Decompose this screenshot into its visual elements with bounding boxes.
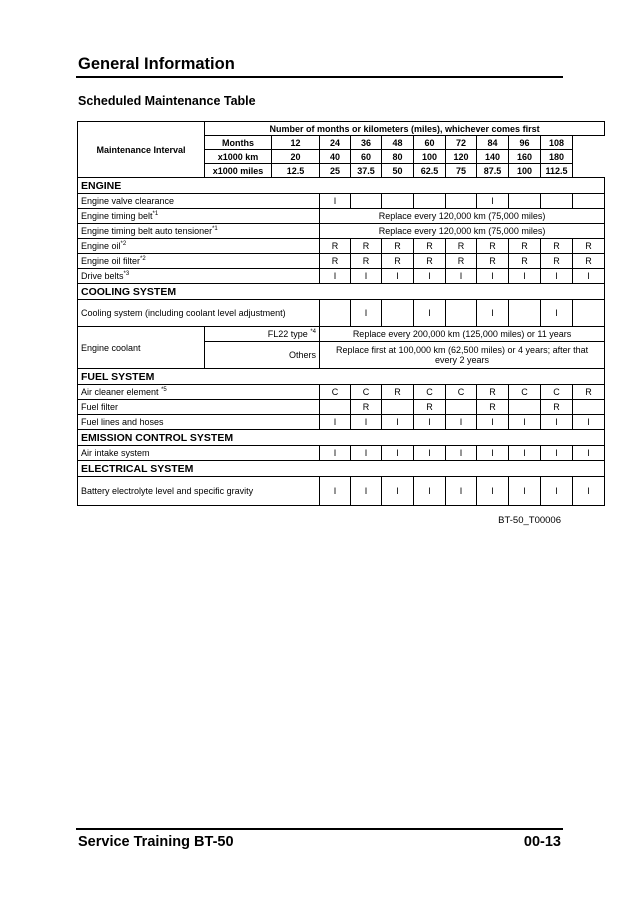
cell: I <box>320 477 351 506</box>
cell: I <box>382 446 414 461</box>
cell: I <box>541 300 573 327</box>
cell: I <box>509 477 541 506</box>
cell: I <box>573 446 605 461</box>
table-row <box>78 327 605 342</box>
cell <box>573 400 605 415</box>
cell: R <box>414 239 446 254</box>
cell: R <box>382 239 414 254</box>
cell: I <box>351 415 382 430</box>
footnote-mark: *1 <box>212 226 218 232</box>
unit-cell: 60 <box>351 150 382 164</box>
cell: R <box>351 239 382 254</box>
cell: R <box>477 239 509 254</box>
unit-cell: 60 <box>414 136 446 150</box>
row-label: Engine timing belt$^{*1}$ <box>78 209 320 224</box>
cell: I <box>541 446 573 461</box>
cell: R <box>509 239 541 254</box>
cell: R <box>320 239 351 254</box>
cell: R <box>573 239 605 254</box>
table-row <box>78 239 605 254</box>
cell: C <box>509 385 541 400</box>
unit-cell: 120 <box>446 150 477 164</box>
cell <box>382 300 414 327</box>
cell <box>573 194 605 209</box>
footnote-mark: *2 <box>140 256 146 262</box>
unit-cell: 50 <box>382 164 414 178</box>
cell <box>382 400 414 415</box>
header-rule <box>76 76 563 78</box>
cell: R <box>541 239 573 254</box>
cell: I <box>477 477 509 506</box>
cell: R <box>382 385 414 400</box>
cell: R <box>320 254 351 269</box>
table-code: BT-50_T00006 <box>498 515 561 526</box>
cell: I <box>446 446 477 461</box>
cell: I <box>320 446 351 461</box>
cell: I <box>446 269 477 284</box>
cell: R <box>573 254 605 269</box>
unit-cell: 37.5 <box>351 164 382 178</box>
cell: I <box>382 477 414 506</box>
unit-cell: 112.5 <box>541 164 573 178</box>
cell: R <box>509 254 541 269</box>
page-title: General Information <box>78 55 235 73</box>
unit-cell: 100 <box>509 164 541 178</box>
cell <box>573 300 605 327</box>
cell <box>446 194 477 209</box>
cell: C <box>541 385 573 400</box>
row-label: Fuel lines and hoses <box>78 415 320 430</box>
cell: R <box>541 254 573 269</box>
table-title: Scheduled Maintenance Table <box>78 94 256 108</box>
unit-cell: 36 <box>351 136 382 150</box>
table-row <box>78 269 605 284</box>
cell: C <box>446 385 477 400</box>
cell <box>414 194 446 209</box>
coolant-type-fl22: FL22 type $^{*4}$ <box>205 327 320 342</box>
cell: I <box>573 477 605 506</box>
unit-label: x1000 miles <box>205 164 272 178</box>
cell: R <box>477 400 509 415</box>
table-row <box>78 400 605 415</box>
cell: C <box>414 385 446 400</box>
unit-cell: 100 <box>414 150 446 164</box>
row-label: Air intake system <box>78 446 320 461</box>
cell: I <box>477 194 509 209</box>
row-label: Engine oil$^{*2}$ <box>78 239 320 254</box>
unit-cell: 62.5 <box>414 164 446 178</box>
span-cell: Replace every 120,000 km (75,000 miles) <box>320 224 605 239</box>
cell: R <box>573 385 605 400</box>
section-engine: ENGINE <box>78 178 605 194</box>
unit-cell: 75 <box>446 164 477 178</box>
cell <box>382 194 414 209</box>
footnote-mark: *1 <box>152 211 159 217</box>
section-cooling: COOLING SYSTEM <box>78 284 605 300</box>
maintenance-table <box>77 121 605 506</box>
cell: I <box>414 477 446 506</box>
cell: R <box>446 254 477 269</box>
table-row <box>78 194 605 209</box>
unit-cell: 84 <box>477 136 509 150</box>
row-label: Engine oil filter$^{*2}$ <box>78 254 320 269</box>
cell: R <box>414 254 446 269</box>
unit-cell: 180 <box>541 150 573 164</box>
cell: I <box>477 415 509 430</box>
cell: I <box>477 269 509 284</box>
table-row <box>78 254 605 269</box>
footnote-mark: *5 <box>161 387 167 393</box>
cell <box>351 194 382 209</box>
unit-cell: 12 <box>272 136 320 150</box>
cell: I <box>541 477 573 506</box>
cell: R <box>351 400 382 415</box>
cell: I <box>509 415 541 430</box>
interval-note: Number of months or kilometers (miles), whichever comes first <box>205 122 605 136</box>
span-cell: Replace every 200,000 km (125,000 miles) or 11 years <box>320 327 605 342</box>
cell: C <box>351 385 382 400</box>
cell: I <box>320 194 351 209</box>
cell: I <box>477 446 509 461</box>
row-label: Cooling system (including coolant level adjustment) <box>78 300 320 327</box>
cell: I <box>573 415 605 430</box>
cell: I <box>351 477 382 506</box>
cell: I <box>573 269 605 284</box>
cell: R <box>382 254 414 269</box>
cell <box>446 400 477 415</box>
table-row <box>78 224 605 239</box>
unit-cell: 48 <box>382 136 414 150</box>
cell: R <box>477 385 509 400</box>
cell <box>320 300 351 327</box>
unit-cell: 87.5 <box>477 164 509 178</box>
cell: I <box>320 415 351 430</box>
table-row <box>78 446 605 461</box>
section-electrical: ELECTRICAL SYSTEM <box>78 461 605 477</box>
cell: C <box>320 385 351 400</box>
cell: I <box>414 300 446 327</box>
footnote-mark: *3 <box>123 271 130 277</box>
cell: R <box>541 400 573 415</box>
cell: I <box>320 269 351 284</box>
row-label: Engine coolant <box>78 327 205 369</box>
unit-cell: 25 <box>320 164 351 178</box>
cell: I <box>477 300 509 327</box>
table-row <box>78 385 605 400</box>
row-label: Fuel filter <box>78 400 320 415</box>
footer-rule <box>76 828 563 830</box>
unit-cell: 80 <box>382 150 414 164</box>
cell: I <box>446 477 477 506</box>
cell <box>320 400 351 415</box>
cell: I <box>541 269 573 284</box>
unit-label: Months <box>205 136 272 150</box>
cell: I <box>414 269 446 284</box>
unit-cell: 160 <box>509 150 541 164</box>
cell <box>541 194 573 209</box>
cell: I <box>351 269 382 284</box>
unit-cell: 12.5 <box>272 164 320 178</box>
span-cell: Replace every 120,000 km (75,000 miles) <box>320 209 605 224</box>
unit-cell: 24 <box>320 136 351 150</box>
cell: I <box>382 269 414 284</box>
cell <box>446 300 477 327</box>
interval-header: Maintenance Interval <box>78 122 205 178</box>
footer-title: Service Training BT-50 <box>78 834 234 850</box>
unit-cell: 96 <box>509 136 541 150</box>
table-row <box>78 209 605 224</box>
unit-cell: 108 <box>541 136 573 150</box>
cell: I <box>414 446 446 461</box>
cell: R <box>351 254 382 269</box>
table-row <box>78 415 605 430</box>
footnote-mark: *2 <box>120 241 127 247</box>
cell: I <box>351 300 382 327</box>
unit-cell: 20 <box>272 150 320 164</box>
cell <box>509 300 541 327</box>
unit-label: x1000 km <box>205 150 272 164</box>
table-row <box>78 477 605 506</box>
unit-cell: 40 <box>320 150 351 164</box>
cell <box>509 400 541 415</box>
cell: I <box>382 415 414 430</box>
unit-cell: 140 <box>477 150 509 164</box>
unit-cell: 72 <box>446 136 477 150</box>
cell <box>509 194 541 209</box>
cell: R <box>477 254 509 269</box>
row-label: Drive belts$^{*3}$ <box>78 269 320 284</box>
cell: I <box>446 415 477 430</box>
cell: R <box>446 239 477 254</box>
section-emission: EMISSION CONTROL SYSTEM <box>78 430 605 446</box>
cell: I <box>541 415 573 430</box>
coolant-type-others: Others <box>205 342 320 369</box>
page-number: 00-13 <box>523 834 561 850</box>
row-label: Battery electrolyte level and specific gravity <box>78 477 320 506</box>
cell: I <box>509 269 541 284</box>
span-cell: Replace first at 100,000 km (62,500 miles) or 4 years; after that every 2 years <box>320 342 605 369</box>
cell: I <box>509 446 541 461</box>
footnote-mark: *4 <box>310 329 316 335</box>
row-label: Engine valve clearance <box>78 194 320 209</box>
row-label: Engine timing belt auto tensioner$^{*1}$ <box>78 224 320 239</box>
row-label: Air cleaner element $^{*5}$ <box>78 385 320 400</box>
cell: I <box>414 415 446 430</box>
cell: R <box>414 400 446 415</box>
section-fuel: FUEL SYSTEM <box>78 369 605 385</box>
cell: I <box>351 446 382 461</box>
table-row <box>78 300 605 327</box>
